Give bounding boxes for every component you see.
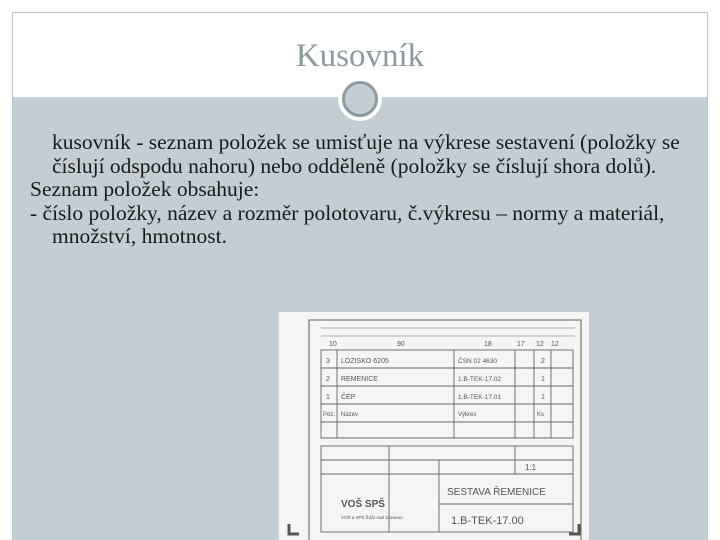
school-logo-subtitle: VOŠ a SPŠ Žďár nad Sázavou [341,515,403,520]
paragraph-definition: kusovník - seznam položek se umisťuje na výkrese sestavení (položky se číslují odspodu nahoru) nebo odděleně (položky se číslují shora dolů). [52,130,680,178]
row-norm: 1.B-TEK-17.02 [458,376,501,383]
drawing-svg [279,312,589,540]
row-qty: 2 [541,358,545,365]
drawing-scale: 1:1 [525,463,537,472]
row-qty: 1 [541,376,545,383]
row-qty: 1 [541,394,545,401]
header-label: Název [341,412,359,418]
drawing-number: 1.B-TEK-17.00 [451,515,524,527]
row-pos: 1 [326,394,330,401]
dim-label: 18 [484,341,492,348]
corner-mark-icon [289,524,299,534]
row-pos: 2 [326,376,330,383]
drawing-title: SESTAVA ŘEMENICE [447,487,546,498]
row-name: LOZISKO 6205 [341,358,389,365]
dim-label: 17 [517,341,525,348]
circle-ornament-icon [342,81,378,117]
header-label: Výkres [458,412,477,418]
row-pos: 3 [326,358,330,365]
school-logo: VOŠ SPŠ [341,499,385,510]
paragraph-list-intro: Seznam položek obsahuje: [30,177,260,201]
corner-mark-icon [569,524,579,534]
row-norm: ČSN 02 4630 [458,358,498,365]
dim-label: 10 [329,341,337,348]
row-norm: 1.B-TEK-17.01 [458,394,501,401]
slide-body [30,131,690,249]
row-name: REMENICE [341,376,378,383]
slide-title: Kusovník [295,38,425,74]
row-name: ČEP [341,394,356,401]
dim-label: 12 [536,341,544,348]
dim-label: 90 [397,341,405,348]
technical-drawing-scan [278,312,589,540]
dim-label: 12 [551,341,559,348]
paragraph-list-items: - číslo položky, název a rozměr polotovaru, č.výkresu – normy a materiál, množství, hmotnost. [30,200,665,248]
header-label: Ks [537,412,545,418]
header-label: Poz. [323,412,336,418]
